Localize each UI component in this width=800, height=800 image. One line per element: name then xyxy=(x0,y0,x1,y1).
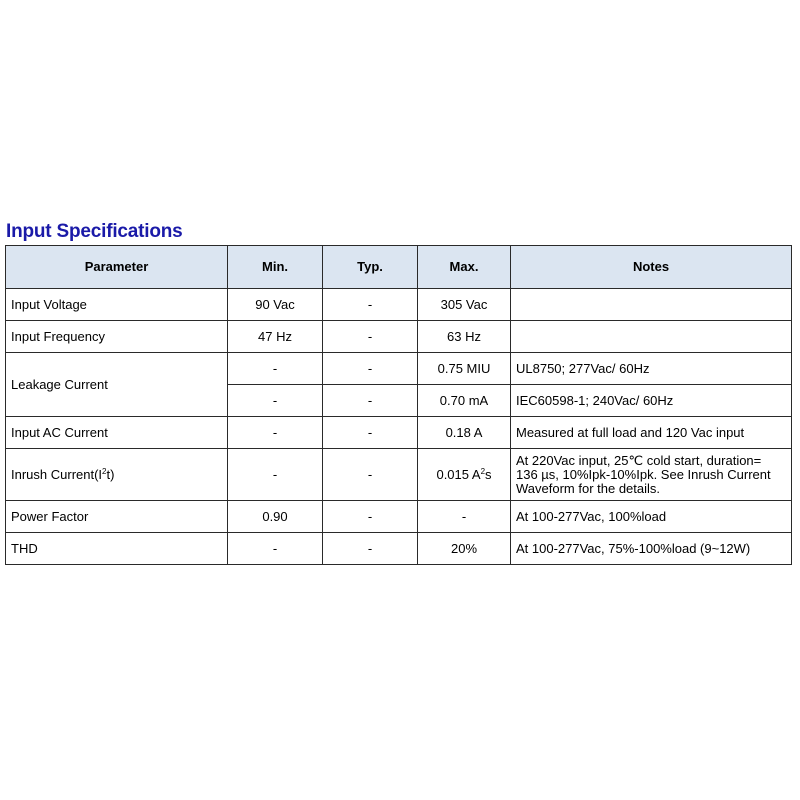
max-cell xyxy=(418,449,511,501)
min-cell: - xyxy=(228,533,323,565)
header-parameter: Parameter xyxy=(6,246,228,289)
table-row xyxy=(6,533,792,565)
min-cell: 47 Hz xyxy=(228,321,323,353)
section-title: Input Specifications xyxy=(6,221,183,242)
min-cell: - xyxy=(228,417,323,449)
parameter-text: Inrush Current(I xyxy=(11,466,103,482)
min-cell: - xyxy=(228,353,323,385)
max-cell: 0.70 mA xyxy=(418,385,511,417)
notes-cell: At 100-277Vac, 100%load xyxy=(511,501,792,533)
superscript: 2 xyxy=(102,466,107,476)
max-cell: 305 Vac xyxy=(418,289,511,321)
notes-cell xyxy=(511,321,792,353)
typ-cell: - xyxy=(323,385,418,417)
max-cell: 0.18 A xyxy=(418,417,511,449)
max-cell: 0.75 MIU xyxy=(418,353,511,385)
input-specifications-table xyxy=(5,245,792,565)
parameter-cell: Input Voltage xyxy=(6,289,228,321)
parameter-cell: Input Frequency xyxy=(6,321,228,353)
parameter-cell: Leakage Current xyxy=(6,353,228,417)
max-text-suffix: s xyxy=(485,466,492,482)
typ-cell: - xyxy=(323,289,418,321)
notes-cell: Measured at full load and 120 Vac input xyxy=(511,417,792,449)
table-row xyxy=(6,321,792,353)
header-typ: Typ. xyxy=(323,246,418,289)
notes-cell xyxy=(511,289,792,321)
notes-cell: IEC60598-1; 240Vac/ 60Hz xyxy=(511,385,792,417)
typ-cell: - xyxy=(323,321,418,353)
parameter-cell: Input AC Current xyxy=(6,417,228,449)
parameter-cell xyxy=(6,449,228,501)
typ-cell: - xyxy=(323,449,418,501)
superscript: 2 xyxy=(480,466,486,476)
table-row xyxy=(6,417,792,449)
typ-cell: - xyxy=(323,533,418,565)
parameter-text-suffix: t) xyxy=(106,466,115,482)
notes-cell: At 100-277Vac, 75%-100%load (9~12W) xyxy=(511,533,792,565)
notes-cell: UL8750; 277Vac/ 60Hz xyxy=(511,353,792,385)
header-row xyxy=(6,246,792,289)
typ-cell: - xyxy=(323,417,418,449)
min-cell: - xyxy=(228,449,323,501)
max-cell: 20% xyxy=(418,533,511,565)
typ-cell: - xyxy=(323,501,418,533)
table-row xyxy=(6,353,792,385)
header-max: Max. xyxy=(418,246,511,289)
min-cell: - xyxy=(228,385,323,417)
min-cell: 0.90 xyxy=(228,501,323,533)
table-row xyxy=(6,289,792,321)
notes-cell: At 220Vac input, 25℃ cold start, duration= 136 µs, 10%Ipk-10%Ipk. See Inrush Current Waveform for the details. xyxy=(511,449,792,501)
table-row xyxy=(6,449,792,501)
max-text: 0.015 A xyxy=(436,466,481,482)
table-row xyxy=(6,501,792,533)
min-cell: 90 Vac xyxy=(228,289,323,321)
max-cell: 63 Hz xyxy=(418,321,511,353)
typ-cell: - xyxy=(323,353,418,385)
header-min: Min. xyxy=(228,246,323,289)
max-cell: - xyxy=(418,501,511,533)
parameter-cell: THD xyxy=(6,533,228,565)
parameter-cell: Power Factor xyxy=(6,501,228,533)
header-notes: Notes xyxy=(511,246,792,289)
